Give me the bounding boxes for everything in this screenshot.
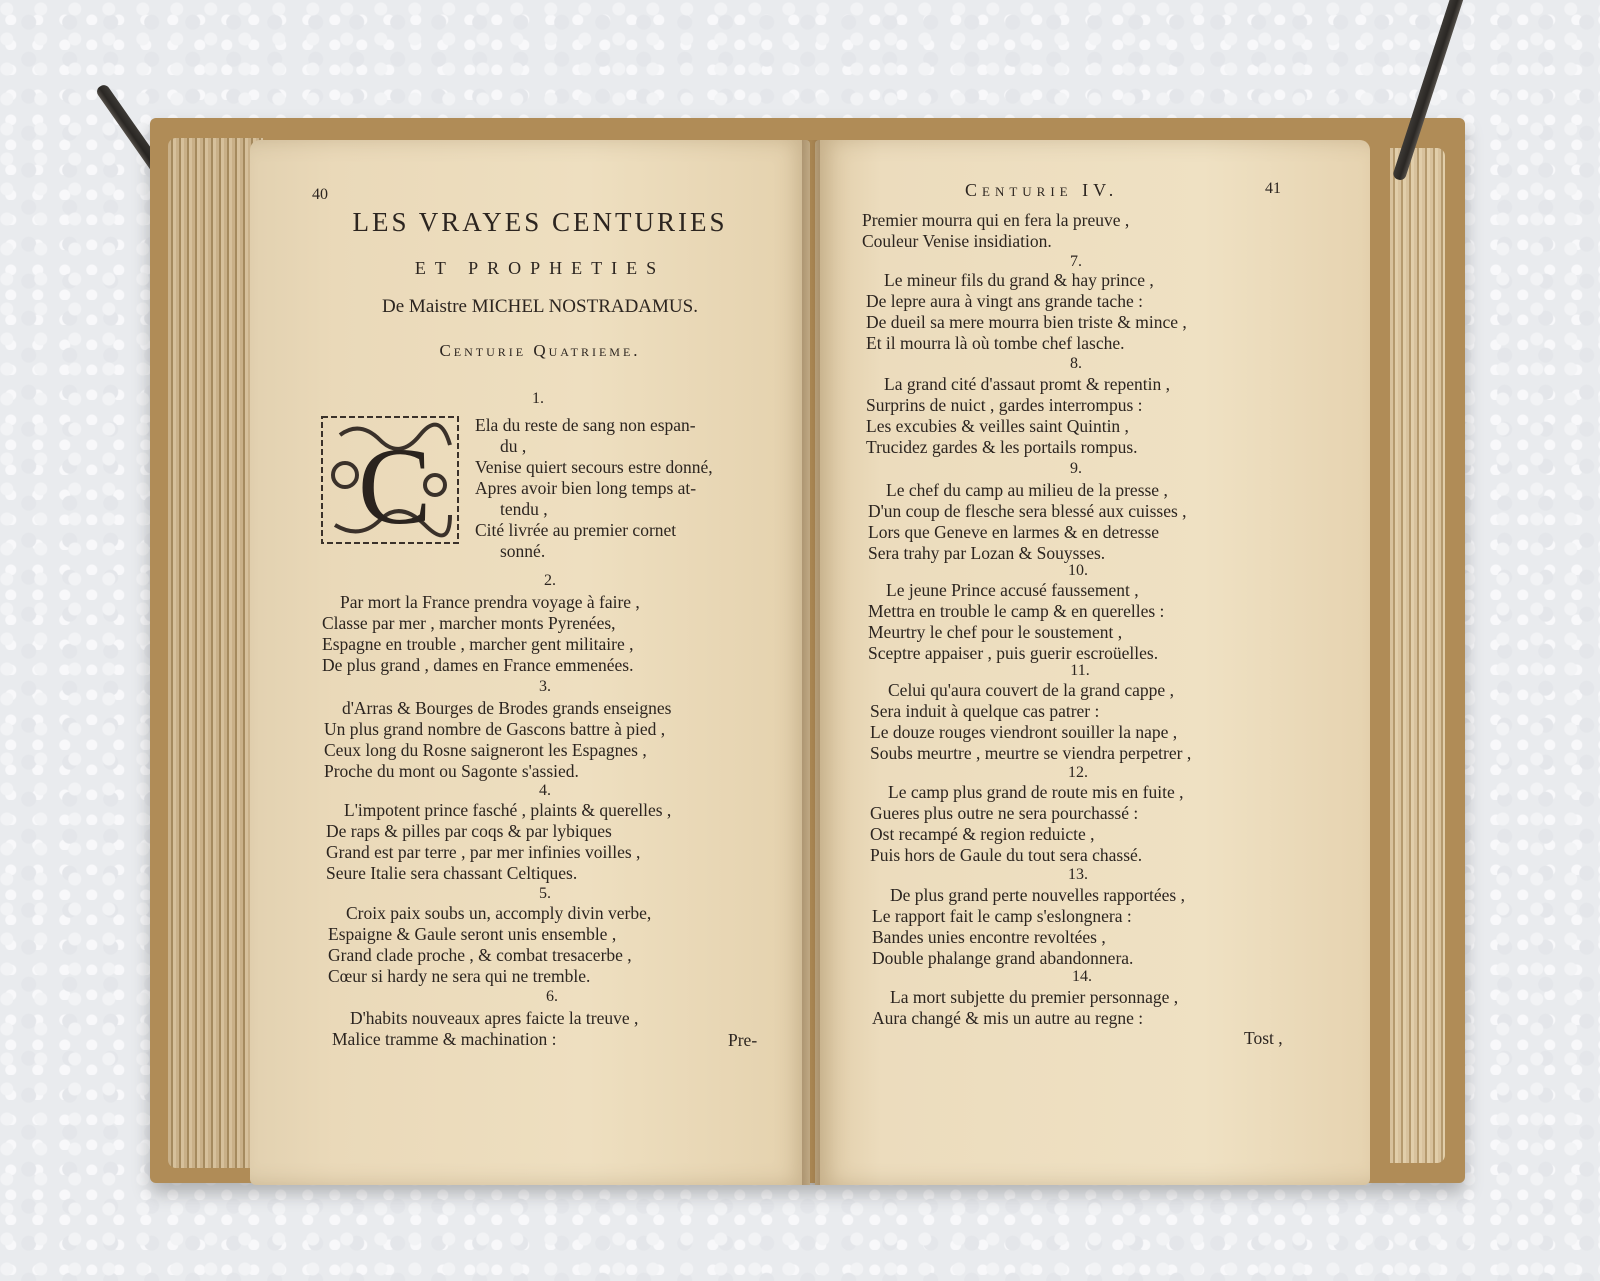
quatrain-number: 14. bbox=[1072, 968, 1092, 985]
verse-line: Aura changé & mis un autre au regne : bbox=[872, 1008, 1144, 1028]
verse-line: Lors que Geneve en larmes & en detresse bbox=[868, 522, 1160, 542]
verse-line: Premier mourra qui en fera la preuve , bbox=[862, 210, 1130, 230]
verse-line: sonné. bbox=[500, 541, 546, 561]
quatrain-5 bbox=[328, 903, 651, 987]
verse-line: Ela du reste de sang non espan- bbox=[475, 415, 696, 435]
verse-line: D'un coup de flesche sera blessé aux cuisses , bbox=[868, 501, 1187, 521]
verse-line: Proche du mont ou Sagonte s'assied. bbox=[324, 761, 579, 781]
verse-line: Par mort la France prendra voyage à faire , bbox=[340, 592, 640, 612]
verse-line: Le rapport fait le camp s'eslongnera : bbox=[872, 906, 1132, 926]
right-catchword: Tost , bbox=[1244, 1028, 1283, 1048]
quatrain-8 bbox=[866, 374, 1170, 458]
book-gutter bbox=[802, 140, 820, 1185]
section-heading: Centurie Quatrieme. bbox=[439, 341, 641, 360]
verse-line: De plus grand , dames en France emmenées. bbox=[322, 655, 634, 675]
verse-line: Le douze rouges viendront souiller la nape , bbox=[870, 722, 1178, 742]
quatrain-11 bbox=[870, 680, 1191, 764]
verse-line: Venise quiert secours estre donné, bbox=[475, 457, 713, 477]
running-head: Centurie IV. bbox=[965, 180, 1119, 200]
verse-line: De plus grand perte nouvelles rapportées , bbox=[890, 885, 1185, 905]
verse-line: Ceux long du Rosne saigneront les Espagnes , bbox=[324, 740, 647, 760]
verse-line: De dueil sa mere mourra bien triste & mince , bbox=[866, 312, 1187, 332]
quatrain-number: 1. bbox=[532, 390, 544, 407]
verse-line: Cœur si hardy ne sera qui ne tremble. bbox=[328, 966, 591, 986]
quatrain-2 bbox=[322, 592, 640, 676]
verse-line: Bandes unies encontre revoltées , bbox=[872, 927, 1106, 947]
verse-line: Soubs meurtre , meurtre se viendra perpetrer , bbox=[870, 743, 1192, 763]
verse-line: Un plus grand nombre de Gascons battre à pied , bbox=[324, 719, 666, 739]
verse-line: De lepre aura à vingt ans grande tache : bbox=[866, 291, 1143, 311]
quatrain-9 bbox=[868, 480, 1187, 564]
left-catchword: Pre- bbox=[728, 1030, 758, 1050]
verse-line: Espagne en trouble , marcher gent militaire , bbox=[322, 634, 634, 654]
verse-line: De raps & pilles par coqs & par lybiques bbox=[326, 821, 612, 841]
verse-line: D'habits nouveaux apres faicte la treuve , bbox=[350, 1008, 639, 1028]
verse-line: Gueres plus outre ne sera pourchassé : bbox=[870, 803, 1139, 823]
quatrain-number: 9. bbox=[1070, 460, 1082, 477]
verse-line: Le camp plus grand de route mis en fuite , bbox=[888, 782, 1184, 802]
verse-line: Les excubies & veilles saint Quintin , bbox=[866, 416, 1129, 436]
verse-line: Espaigne & Gaule seront unis ensemble , bbox=[328, 924, 617, 944]
quatrain-13 bbox=[872, 885, 1185, 969]
verse-line: Classe par mer , marcher monts Pyrenées, bbox=[322, 613, 616, 633]
verse-line: Trucidez gardes & les portails rompus. bbox=[866, 437, 1138, 457]
svg-text:C: C bbox=[358, 425, 432, 545]
right-page-number: 41 bbox=[1265, 180, 1281, 197]
verse-line: La mort subjette du premier personnage , bbox=[890, 987, 1179, 1007]
verse-line: L'impotent prince fasché , plaints & querelles , bbox=[344, 800, 672, 820]
verse-line: Grand clade proche , & combat tresacerbe , bbox=[328, 945, 632, 965]
quatrain-12 bbox=[870, 782, 1183, 866]
verse-line: Sera trahy par Lozan & Souysses. bbox=[868, 543, 1106, 563]
verse-line: Sceptre appaiser , puis guerir escroüelles. bbox=[868, 643, 1159, 663]
verse-line: Puis hors de Gaule du tout sera chassé. bbox=[870, 845, 1143, 865]
quatrain-number: 13. bbox=[1068, 866, 1088, 883]
ornamental-dropcap-c-icon bbox=[320, 415, 460, 545]
verse-line: Double phalange grand abandonnera. bbox=[872, 948, 1134, 968]
quatrain-number: 10. bbox=[1068, 562, 1088, 579]
page-edges-right bbox=[1390, 148, 1445, 1163]
quatrain-number: 5. bbox=[539, 885, 551, 902]
verse-line: Le mineur fils du grand & hay prince , bbox=[884, 270, 1154, 290]
verse-line: du , bbox=[500, 436, 527, 456]
quatrain-14 bbox=[872, 987, 1178, 1029]
quatrain-number: 12. bbox=[1068, 764, 1088, 781]
verse-line: Meurtry le chef pour le soustement , bbox=[868, 622, 1123, 642]
page-edges-left bbox=[168, 138, 263, 1168]
verse-line: Seure Italie sera chassant Celtiques. bbox=[326, 863, 578, 883]
quatrain-number: 11. bbox=[1070, 662, 1090, 679]
verse-line: Apres avoir bien long temps at- bbox=[475, 478, 697, 498]
quatrain-3 bbox=[324, 698, 671, 782]
verse-line: Grand est par terre , par mer infinies voilles , bbox=[326, 842, 641, 862]
verse-line: Surprins de nuict , gardes interrompus : bbox=[866, 395, 1143, 415]
verse-line: tendu , bbox=[500, 499, 548, 519]
quatrain-4 bbox=[326, 800, 671, 884]
quatrain-number: 3. bbox=[539, 678, 551, 695]
book-title: LES VRAYES CENTURIES bbox=[352, 207, 728, 237]
verse-line: Couleur Venise insidiation. bbox=[862, 231, 1052, 251]
quatrain-7 bbox=[866, 270, 1187, 354]
verse-line: Ost recampé & region reduicte , bbox=[870, 824, 1095, 844]
quatrain-number: 6. bbox=[546, 988, 558, 1005]
verse-line: Mettra en trouble le camp & en querelles : bbox=[868, 601, 1165, 621]
verse-line: Cité livrée au premier cornet bbox=[475, 520, 677, 540]
author-line: De Maistre MICHEL NOSTRADAMUS. bbox=[382, 296, 698, 317]
verse-line: Le chef du camp au milieu de la presse , bbox=[886, 480, 1168, 500]
quatrain-number: 4. bbox=[539, 782, 551, 799]
quatrain-6 bbox=[332, 1008, 638, 1050]
verse-line: Le jeune Prince accusé faussement , bbox=[886, 580, 1139, 600]
book-subtitle: ET PROPHETIES bbox=[414, 258, 666, 278]
quatrain-number: 8. bbox=[1070, 355, 1082, 372]
quatrain-number: 7. bbox=[1070, 253, 1082, 270]
verse-line: Sera induit à quelque cas patrer : bbox=[870, 701, 1100, 721]
verse-line: Croix paix soubs un, accomply divin verbe, bbox=[346, 903, 652, 923]
opening-lines bbox=[862, 210, 1129, 252]
verse-line: Malice tramme & machination : bbox=[332, 1029, 557, 1049]
left-page-number: 40 bbox=[312, 186, 328, 203]
quatrain-number: 2. bbox=[544, 572, 556, 589]
verse-line: d'Arras & Bourges de Brodes grands enseignes bbox=[342, 698, 672, 718]
quatrain-1 bbox=[475, 415, 713, 562]
verse-line: Celui qu'aura couvert de la grand cappe , bbox=[888, 680, 1174, 700]
verse-line: La grand cité d'assaut promt & repentin , bbox=[884, 374, 1170, 394]
verse-line: Et il mourra là où tombe chef lasche. bbox=[866, 333, 1125, 353]
quatrain-10 bbox=[868, 580, 1164, 664]
